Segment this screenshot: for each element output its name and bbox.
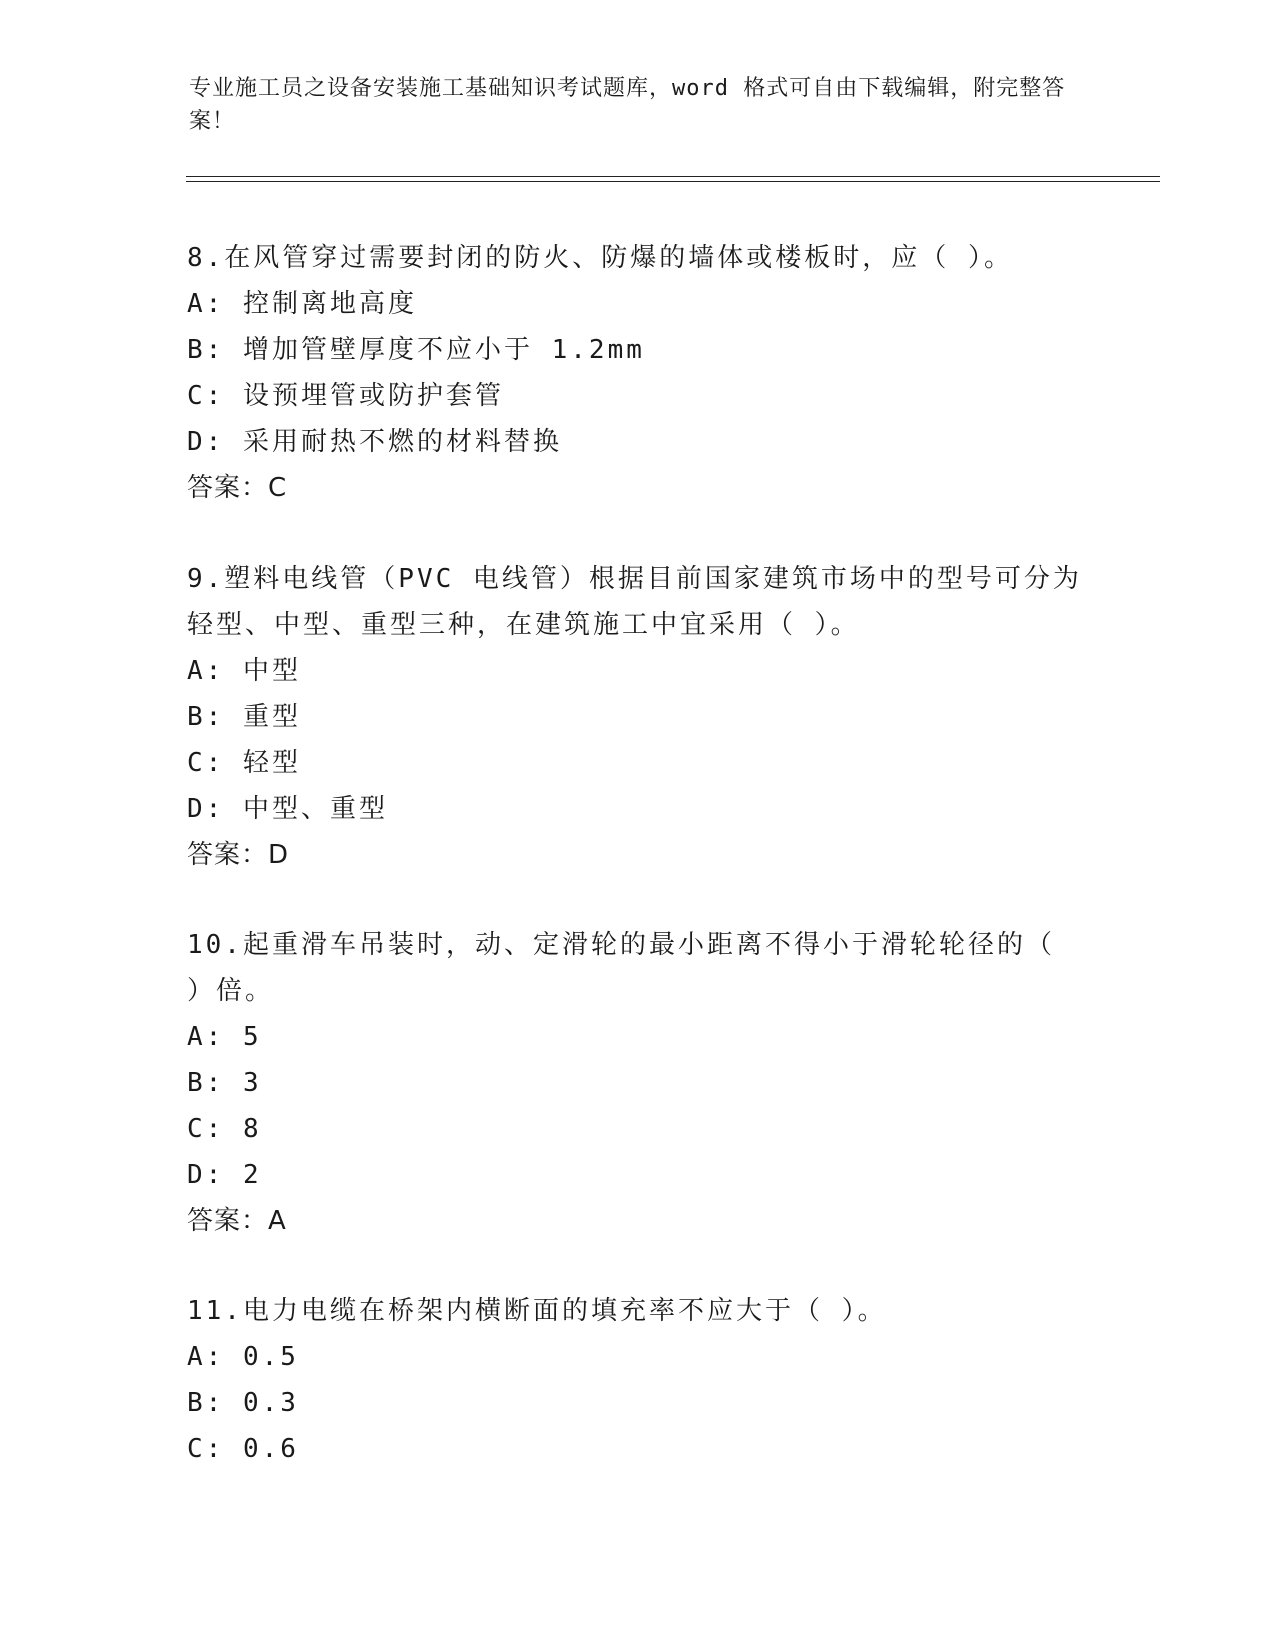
- option-c: C: 设预埋管或防护套管: [187, 381, 504, 411]
- question-8: [187, 235, 1087, 511]
- header-divider-top: [186, 176, 1160, 177]
- option-b: B: 3: [187, 1068, 262, 1098]
- option-b: B: 增加管壁厚度不应小于 1.2mm: [187, 335, 645, 365]
- question-11: [187, 1288, 1087, 1472]
- option-b: B: 重型: [187, 702, 301, 732]
- option-d: D: 采用耐热不燃的材料替换: [187, 427, 562, 457]
- option-a: A: 控制离地高度: [187, 289, 417, 319]
- option-a: A: 中型: [187, 656, 301, 686]
- option-d: D: 中型、重型: [187, 794, 388, 824]
- option-a: A: 5: [187, 1022, 262, 1052]
- question-text: 11.电力电缆在桥架内横断面的填充率不应大于（ ）。: [187, 1296, 887, 1326]
- option-a: A: 0.5: [187, 1342, 299, 1372]
- question-text: 10.起重滑车吊装时，动、定滑轮的最小距离不得小于滑轮轮径的（ ）倍。: [187, 930, 1055, 1006]
- question-text: 8.在风管穿过需要封闭的防火、防爆的墙体或楼板时，应（ ）。: [187, 243, 1013, 273]
- answer: 答案：A: [187, 1206, 287, 1236]
- answer: 答案：D: [187, 840, 290, 870]
- option-d: D: 2: [187, 1160, 262, 1190]
- option-c: C: 轻型: [187, 748, 301, 778]
- answer: 答案：C: [187, 473, 288, 503]
- option-c: C: 0.6: [187, 1434, 299, 1464]
- header-divider-bottom: [186, 181, 1160, 182]
- document-header: 专业施工员之设备安装施工基础知识考试题库，word 格式可自由下载编辑，附完整答案！: [189, 76, 1066, 134]
- option-c: C: 8: [187, 1114, 262, 1144]
- question-9: [187, 556, 1087, 878]
- question-10: [187, 922, 1087, 1244]
- option-b: B: 0.3: [187, 1388, 299, 1418]
- question-text: 9.塑料电线管（PVC 电线管）根据目前国家建筑市场中的型号可分为轻型、中型、重型三种，在建筑施工中宜采用（ ）。: [187, 564, 1082, 640]
